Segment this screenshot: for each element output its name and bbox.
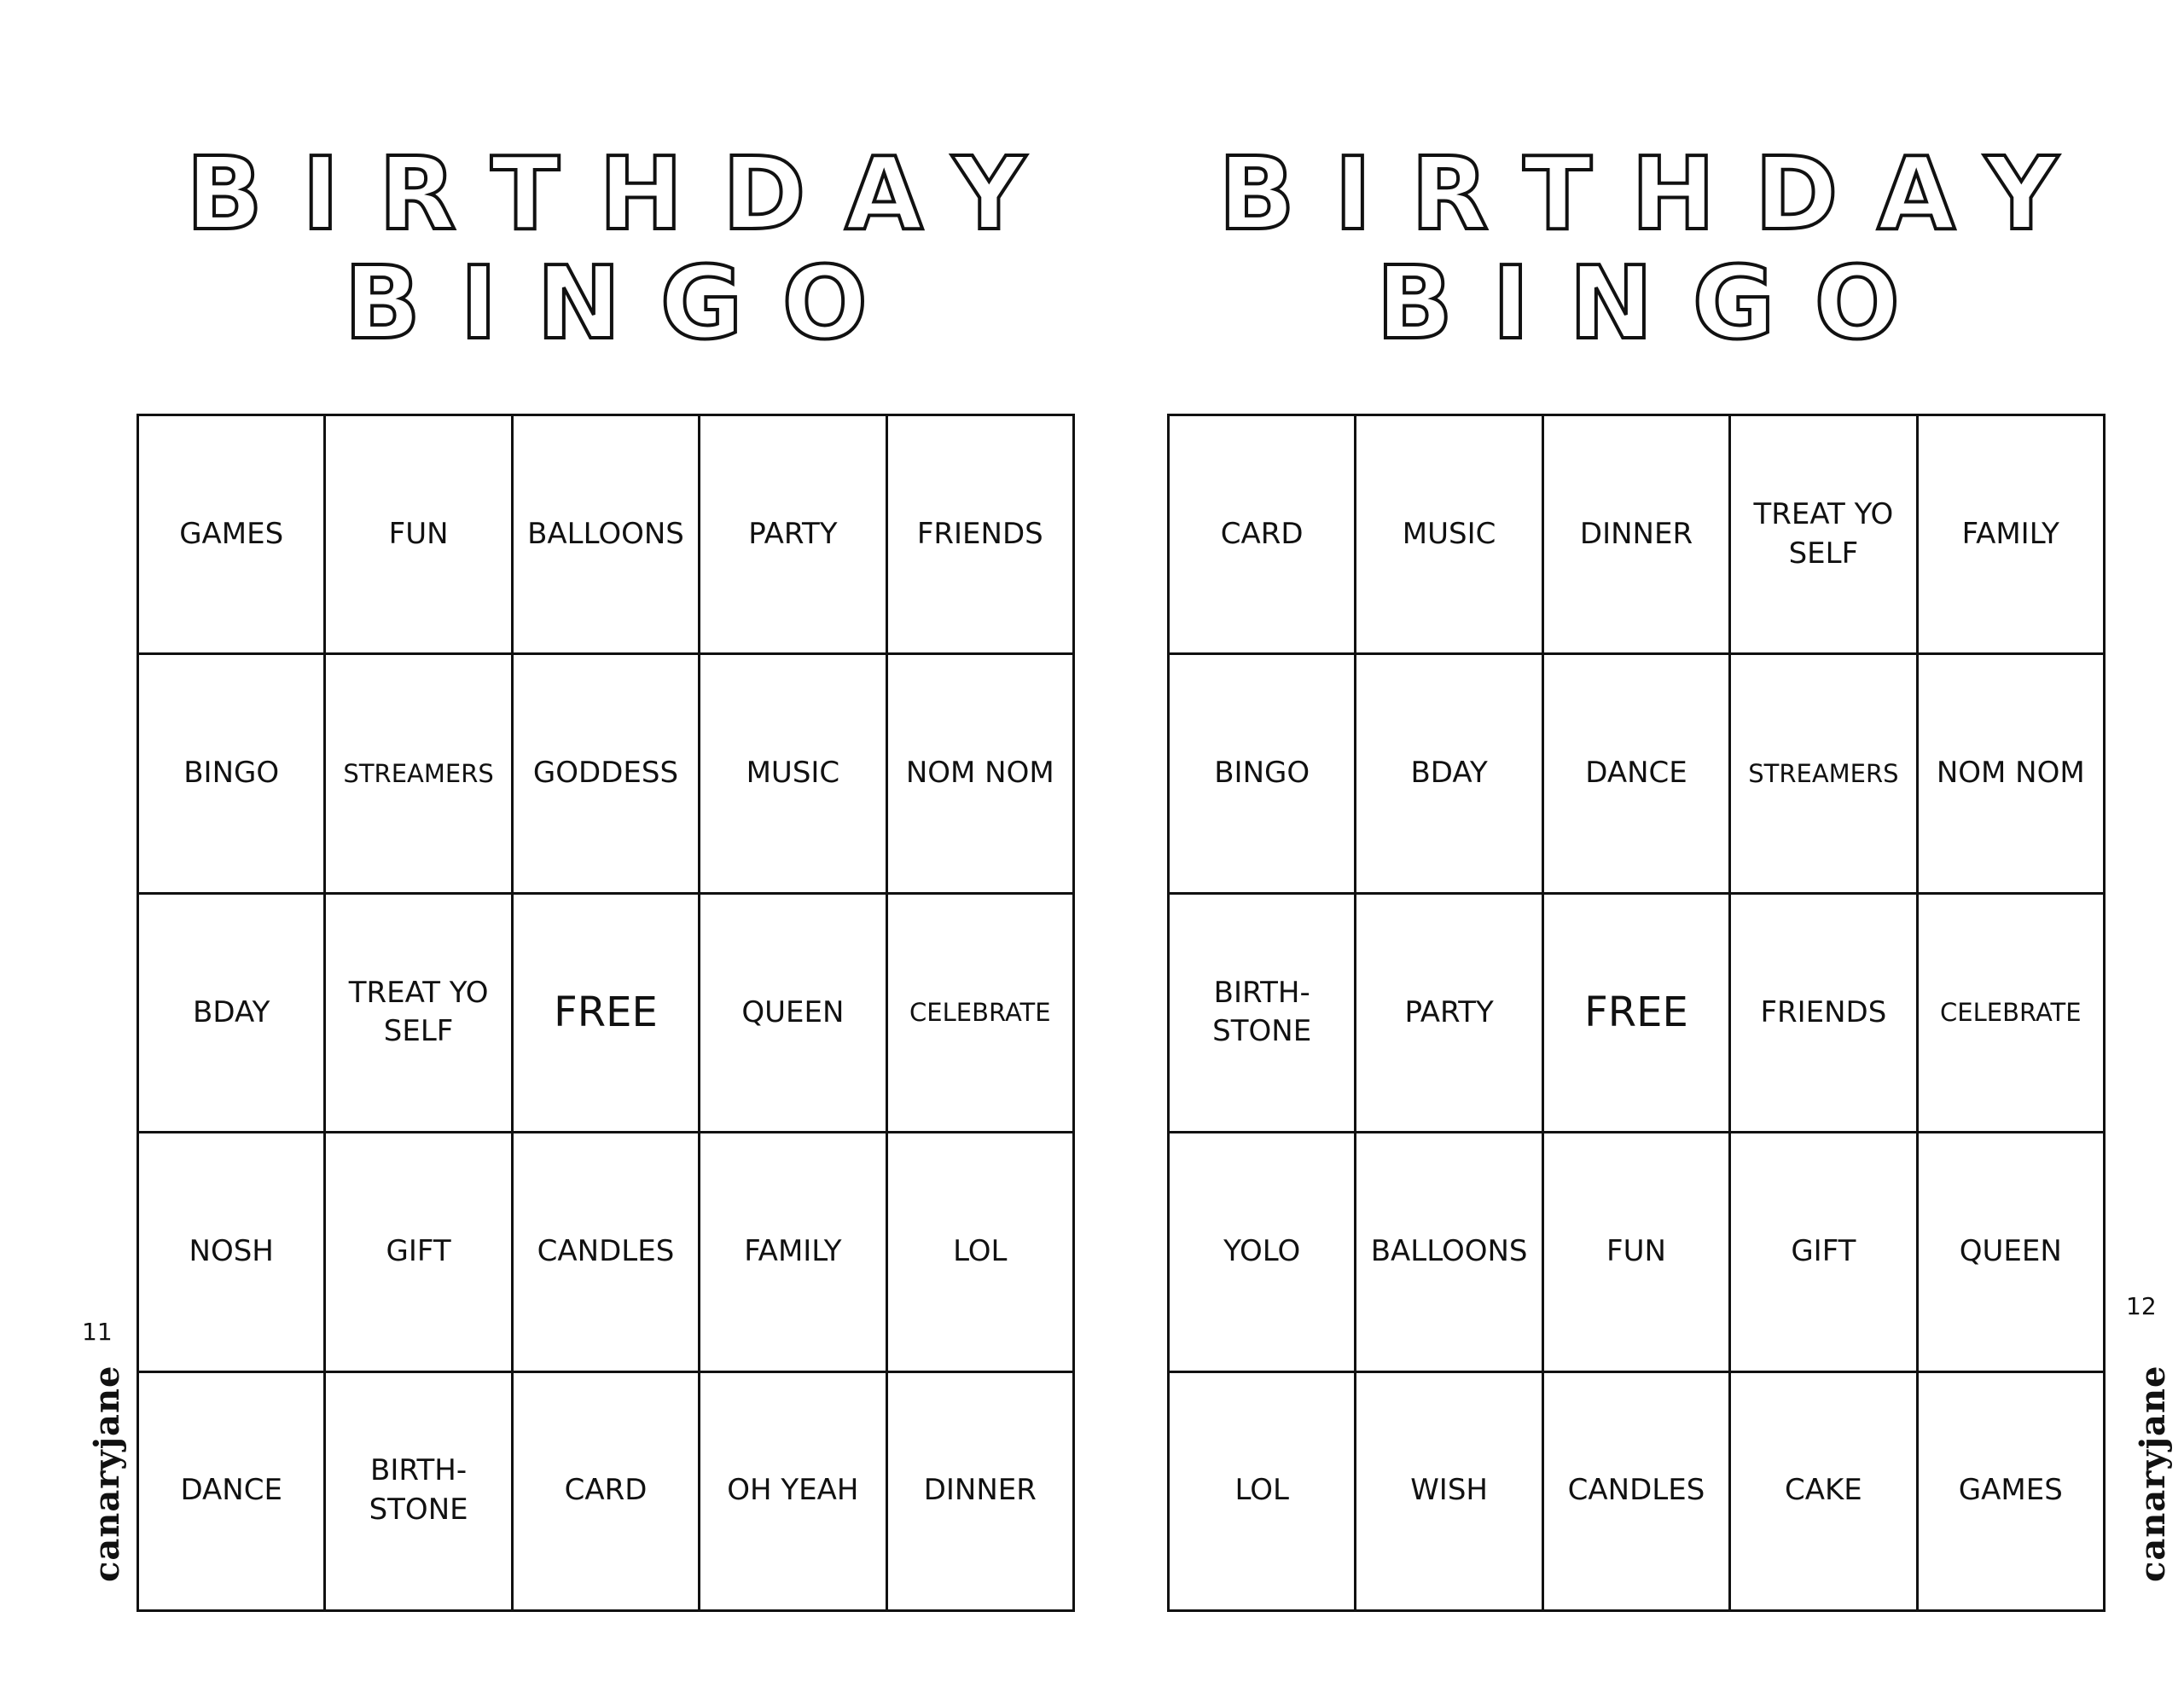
bingo-cell: BINGO: [139, 655, 326, 894]
bingo-cell: GAMES: [1919, 1373, 2106, 1612]
free-space-cell: FREE: [1544, 895, 1731, 1133]
bingo-cell: BIRTH- STONE: [1170, 895, 1356, 1133]
bingo-cell: WISH: [1356, 1373, 1543, 1612]
bingo-cell: BINGO: [1170, 655, 1356, 894]
bingo-cell: CARD: [514, 1373, 700, 1612]
bingo-cell: GIFT: [1731, 1133, 1918, 1372]
bingo-cell: BALLOONS: [514, 416, 700, 655]
bingo-cell: CARD: [1170, 416, 1356, 655]
bingo-cell: QUEEN: [1919, 1133, 2106, 1372]
bingo-card-left: [136, 0, 1075, 1687]
bingo-cell: PARTY: [1356, 895, 1543, 1133]
brand-logo-left: canaryjane: [87, 1365, 127, 1582]
bingo-cell: STREAMERS: [1731, 655, 1918, 894]
bingo-cell: CANDLES: [1544, 1373, 1731, 1612]
bingo-cell: MUSIC: [1356, 416, 1543, 655]
bingo-cell: FUN: [1544, 1133, 1731, 1372]
free-space-cell: FREE: [514, 895, 700, 1133]
card-title-line2: BINGO: [1376, 244, 1939, 362]
bingo-cell: GODDESS: [514, 655, 700, 894]
bingo-cell: GIFT: [326, 1133, 513, 1372]
bingo-cell: DANCE: [1544, 655, 1731, 894]
bingo-cell: CELEBRATE: [888, 895, 1075, 1133]
bingo-cell: NOM NOM: [1919, 655, 2106, 894]
card-title-line1: BIRTHDAY: [1217, 135, 2098, 252]
bingo-grid-right: [1167, 414, 2106, 1612]
bingo-cell: MUSIC: [700, 655, 887, 894]
bingo-cell: TREAT YO SELF: [326, 895, 513, 1133]
bingo-cell: QUEEN: [700, 895, 887, 1133]
bingo-cell: OH YEAH: [700, 1373, 887, 1612]
bingo-cell: FUN: [326, 416, 513, 655]
card-title-line2: BINGO: [344, 244, 907, 362]
bingo-cell: DINNER: [888, 1373, 1075, 1612]
bingo-cell: BDAY: [139, 895, 326, 1133]
bingo-cell: BDAY: [1356, 655, 1543, 894]
bingo-cell: GAMES: [139, 416, 326, 655]
bingo-cell: DINNER: [1544, 416, 1731, 655]
bingo-cell: BALLOONS: [1356, 1133, 1543, 1372]
bingo-grid-left: [136, 414, 1075, 1612]
bingo-cell: LOL: [1170, 1373, 1356, 1612]
bingo-cell: PARTY: [700, 416, 887, 655]
page-number-right: 12: [2126, 1292, 2157, 1320]
page-number-left: 11: [82, 1318, 113, 1346]
bingo-cell: CANDLES: [514, 1133, 700, 1372]
bingo-cell: FAMILY: [1919, 416, 2106, 655]
bingo-cell: NOM NOM: [888, 655, 1075, 894]
bingo-cell: YOLO: [1170, 1133, 1356, 1372]
bingo-cell: STREAMERS: [326, 655, 513, 894]
bingo-card-right: [1169, 0, 2107, 1687]
bingo-cell: DANCE: [139, 1373, 326, 1612]
card-title-line1: BIRTHDAY: [185, 135, 1066, 252]
bingo-cell: FRIENDS: [888, 416, 1075, 655]
bingo-cell: LOL: [888, 1133, 1075, 1372]
bingo-cell: BIRTH- STONE: [326, 1373, 513, 1612]
bingo-cell: TREAT YO SELF: [1731, 416, 1918, 655]
brand-logo-right: canaryjane: [2133, 1365, 2173, 1582]
bingo-cell: FAMILY: [700, 1133, 887, 1372]
bingo-cell: FRIENDS: [1731, 895, 1918, 1133]
bingo-cell: CAKE: [1731, 1373, 1918, 1612]
bingo-cell: NOSH: [139, 1133, 326, 1372]
bingo-cell: CELEBRATE: [1919, 895, 2106, 1133]
